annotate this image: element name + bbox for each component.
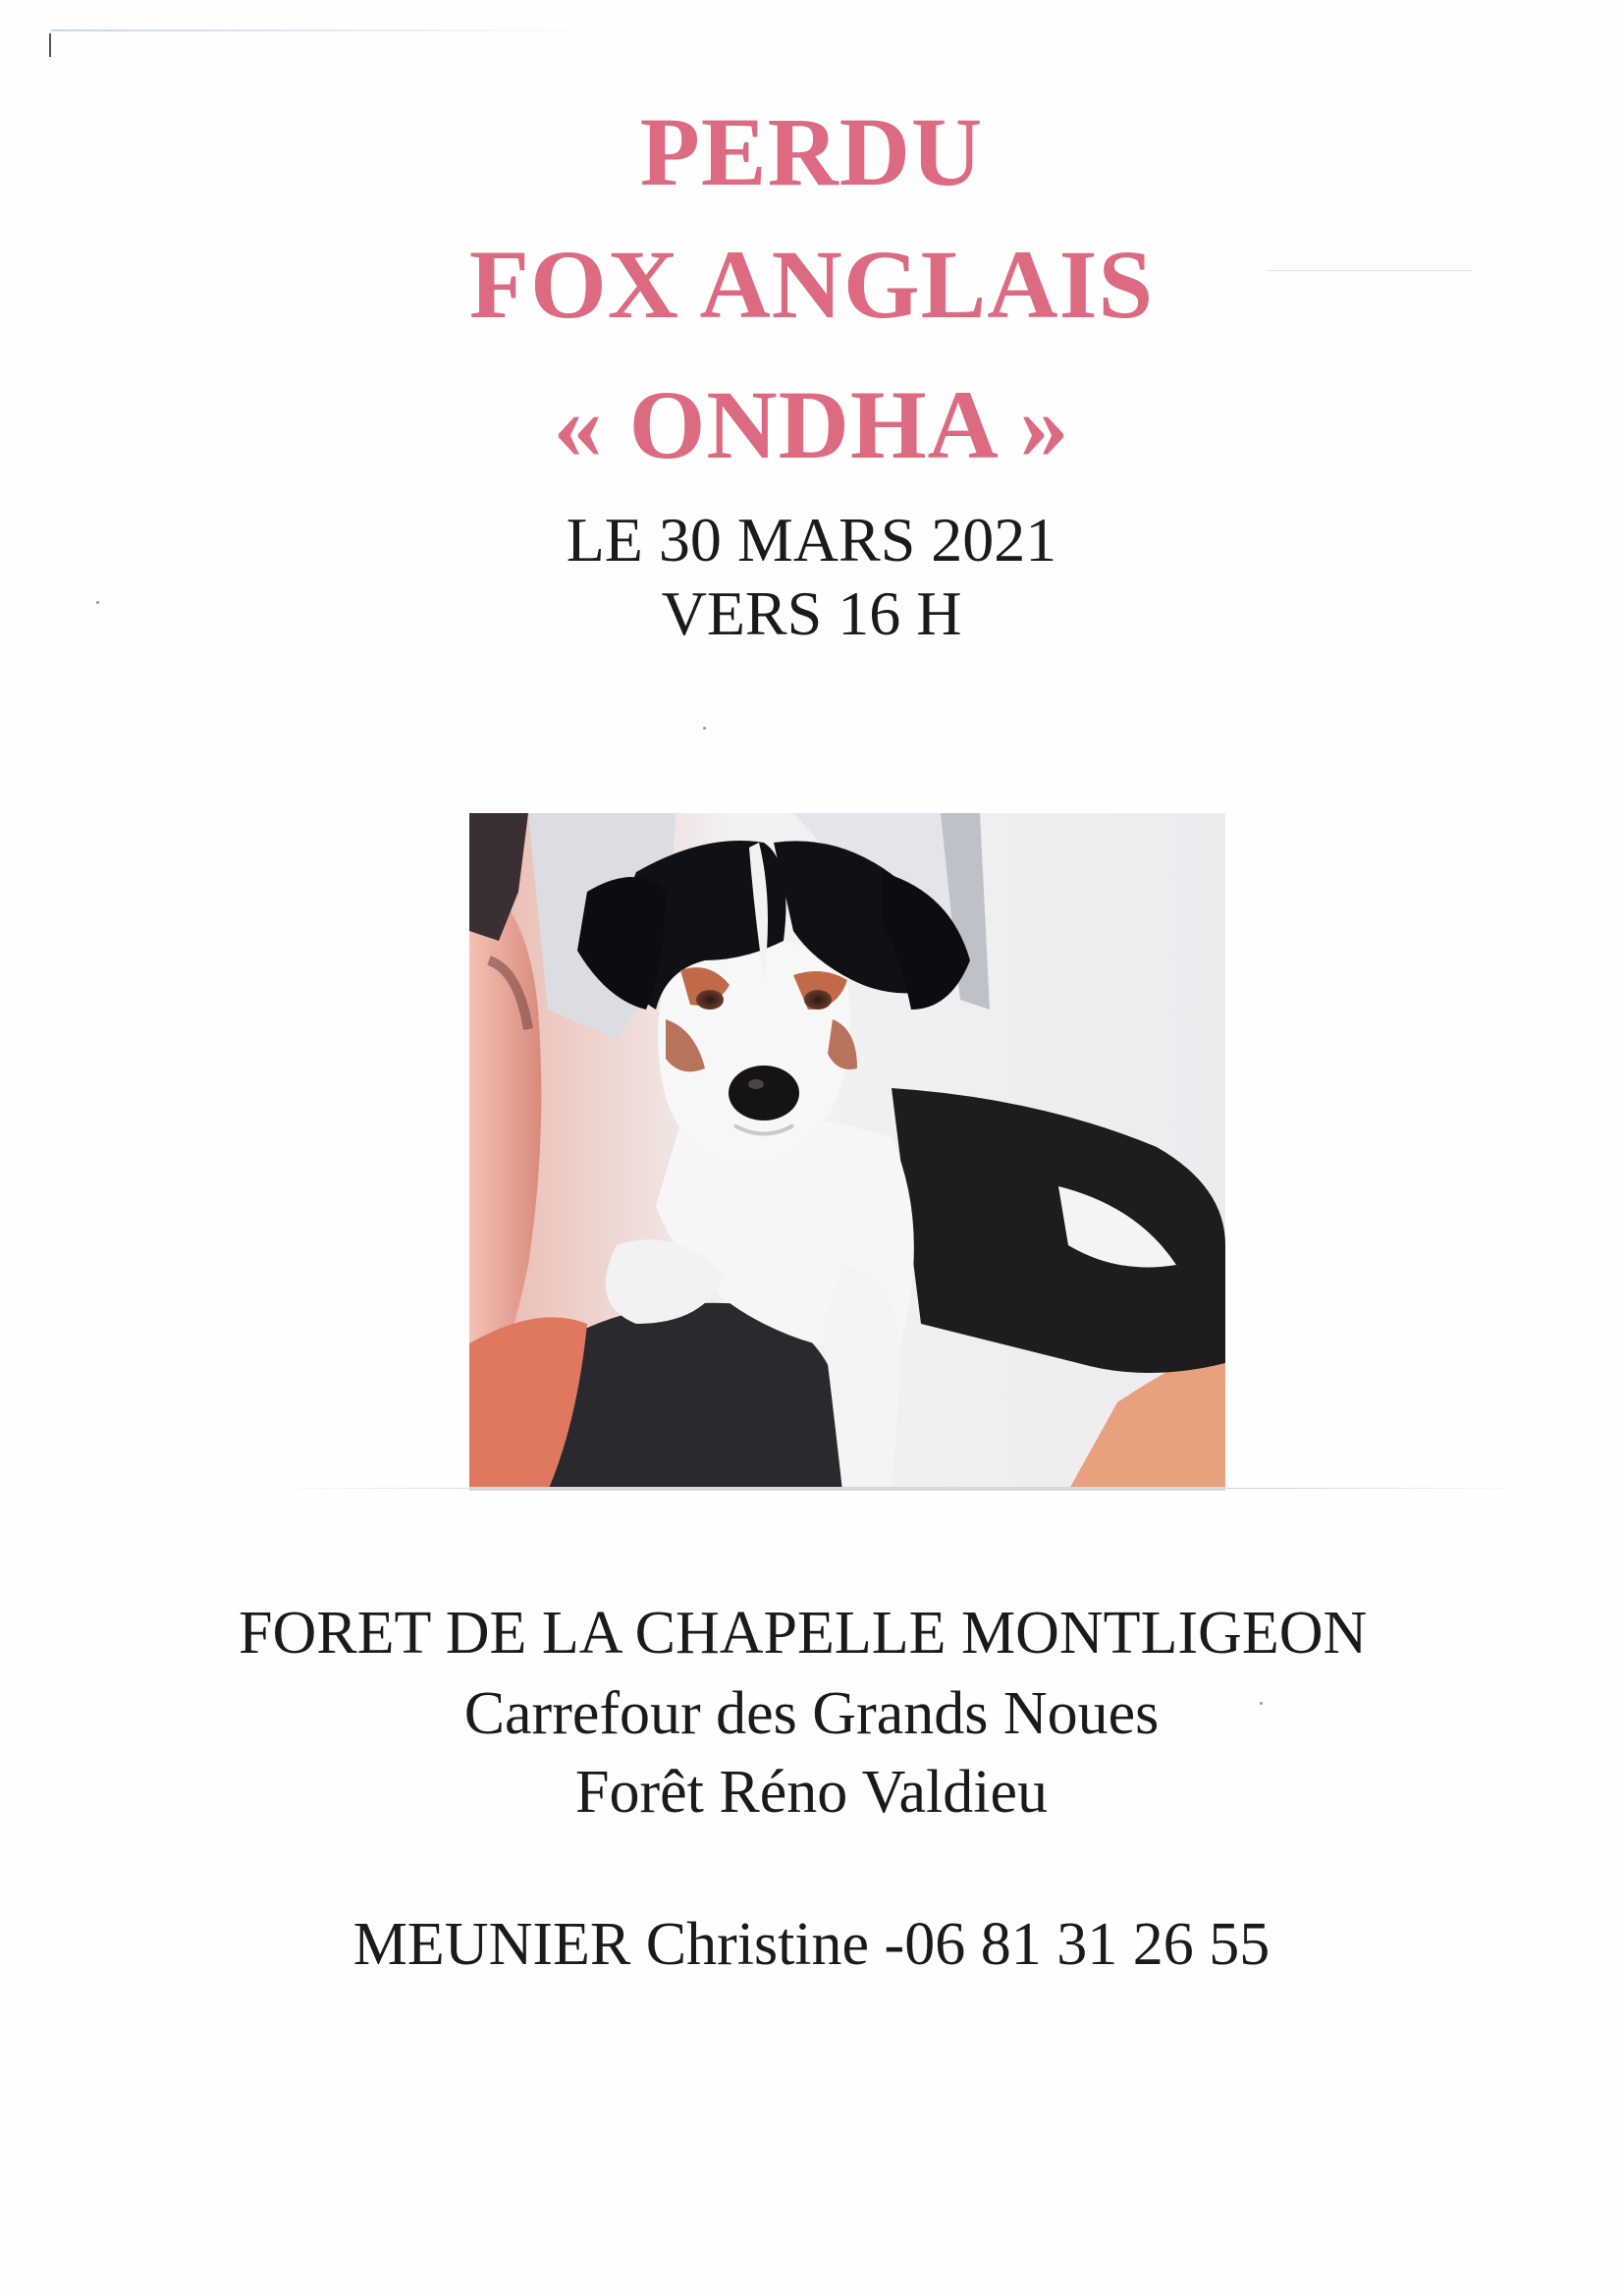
location-area: Forêt Réno Valdieu xyxy=(574,1759,1048,1826)
contact-phone: MEUNIER Christine -06 81 31 26 55 xyxy=(352,1911,1271,1978)
location-crossroads: Carrefour des Grands Noues xyxy=(463,1680,1160,1747)
lost-date: LE 30 MARS 2021 xyxy=(566,505,1057,574)
headline-lost: PERDU xyxy=(639,97,984,206)
headline-dog-name: « ONDHA » xyxy=(553,370,1070,479)
location-forest: FORET DE LA CHAPELLE MONTLIGEON xyxy=(239,1600,1368,1667)
lost-time: VERS 16 H xyxy=(661,578,962,648)
headline-breed: FOX ANGLAIS xyxy=(468,230,1155,339)
scan-artifact-top xyxy=(51,29,601,31)
dog-photo xyxy=(469,813,1225,1491)
scan-speck xyxy=(703,727,706,730)
scan-artifact-corner xyxy=(49,33,51,57)
